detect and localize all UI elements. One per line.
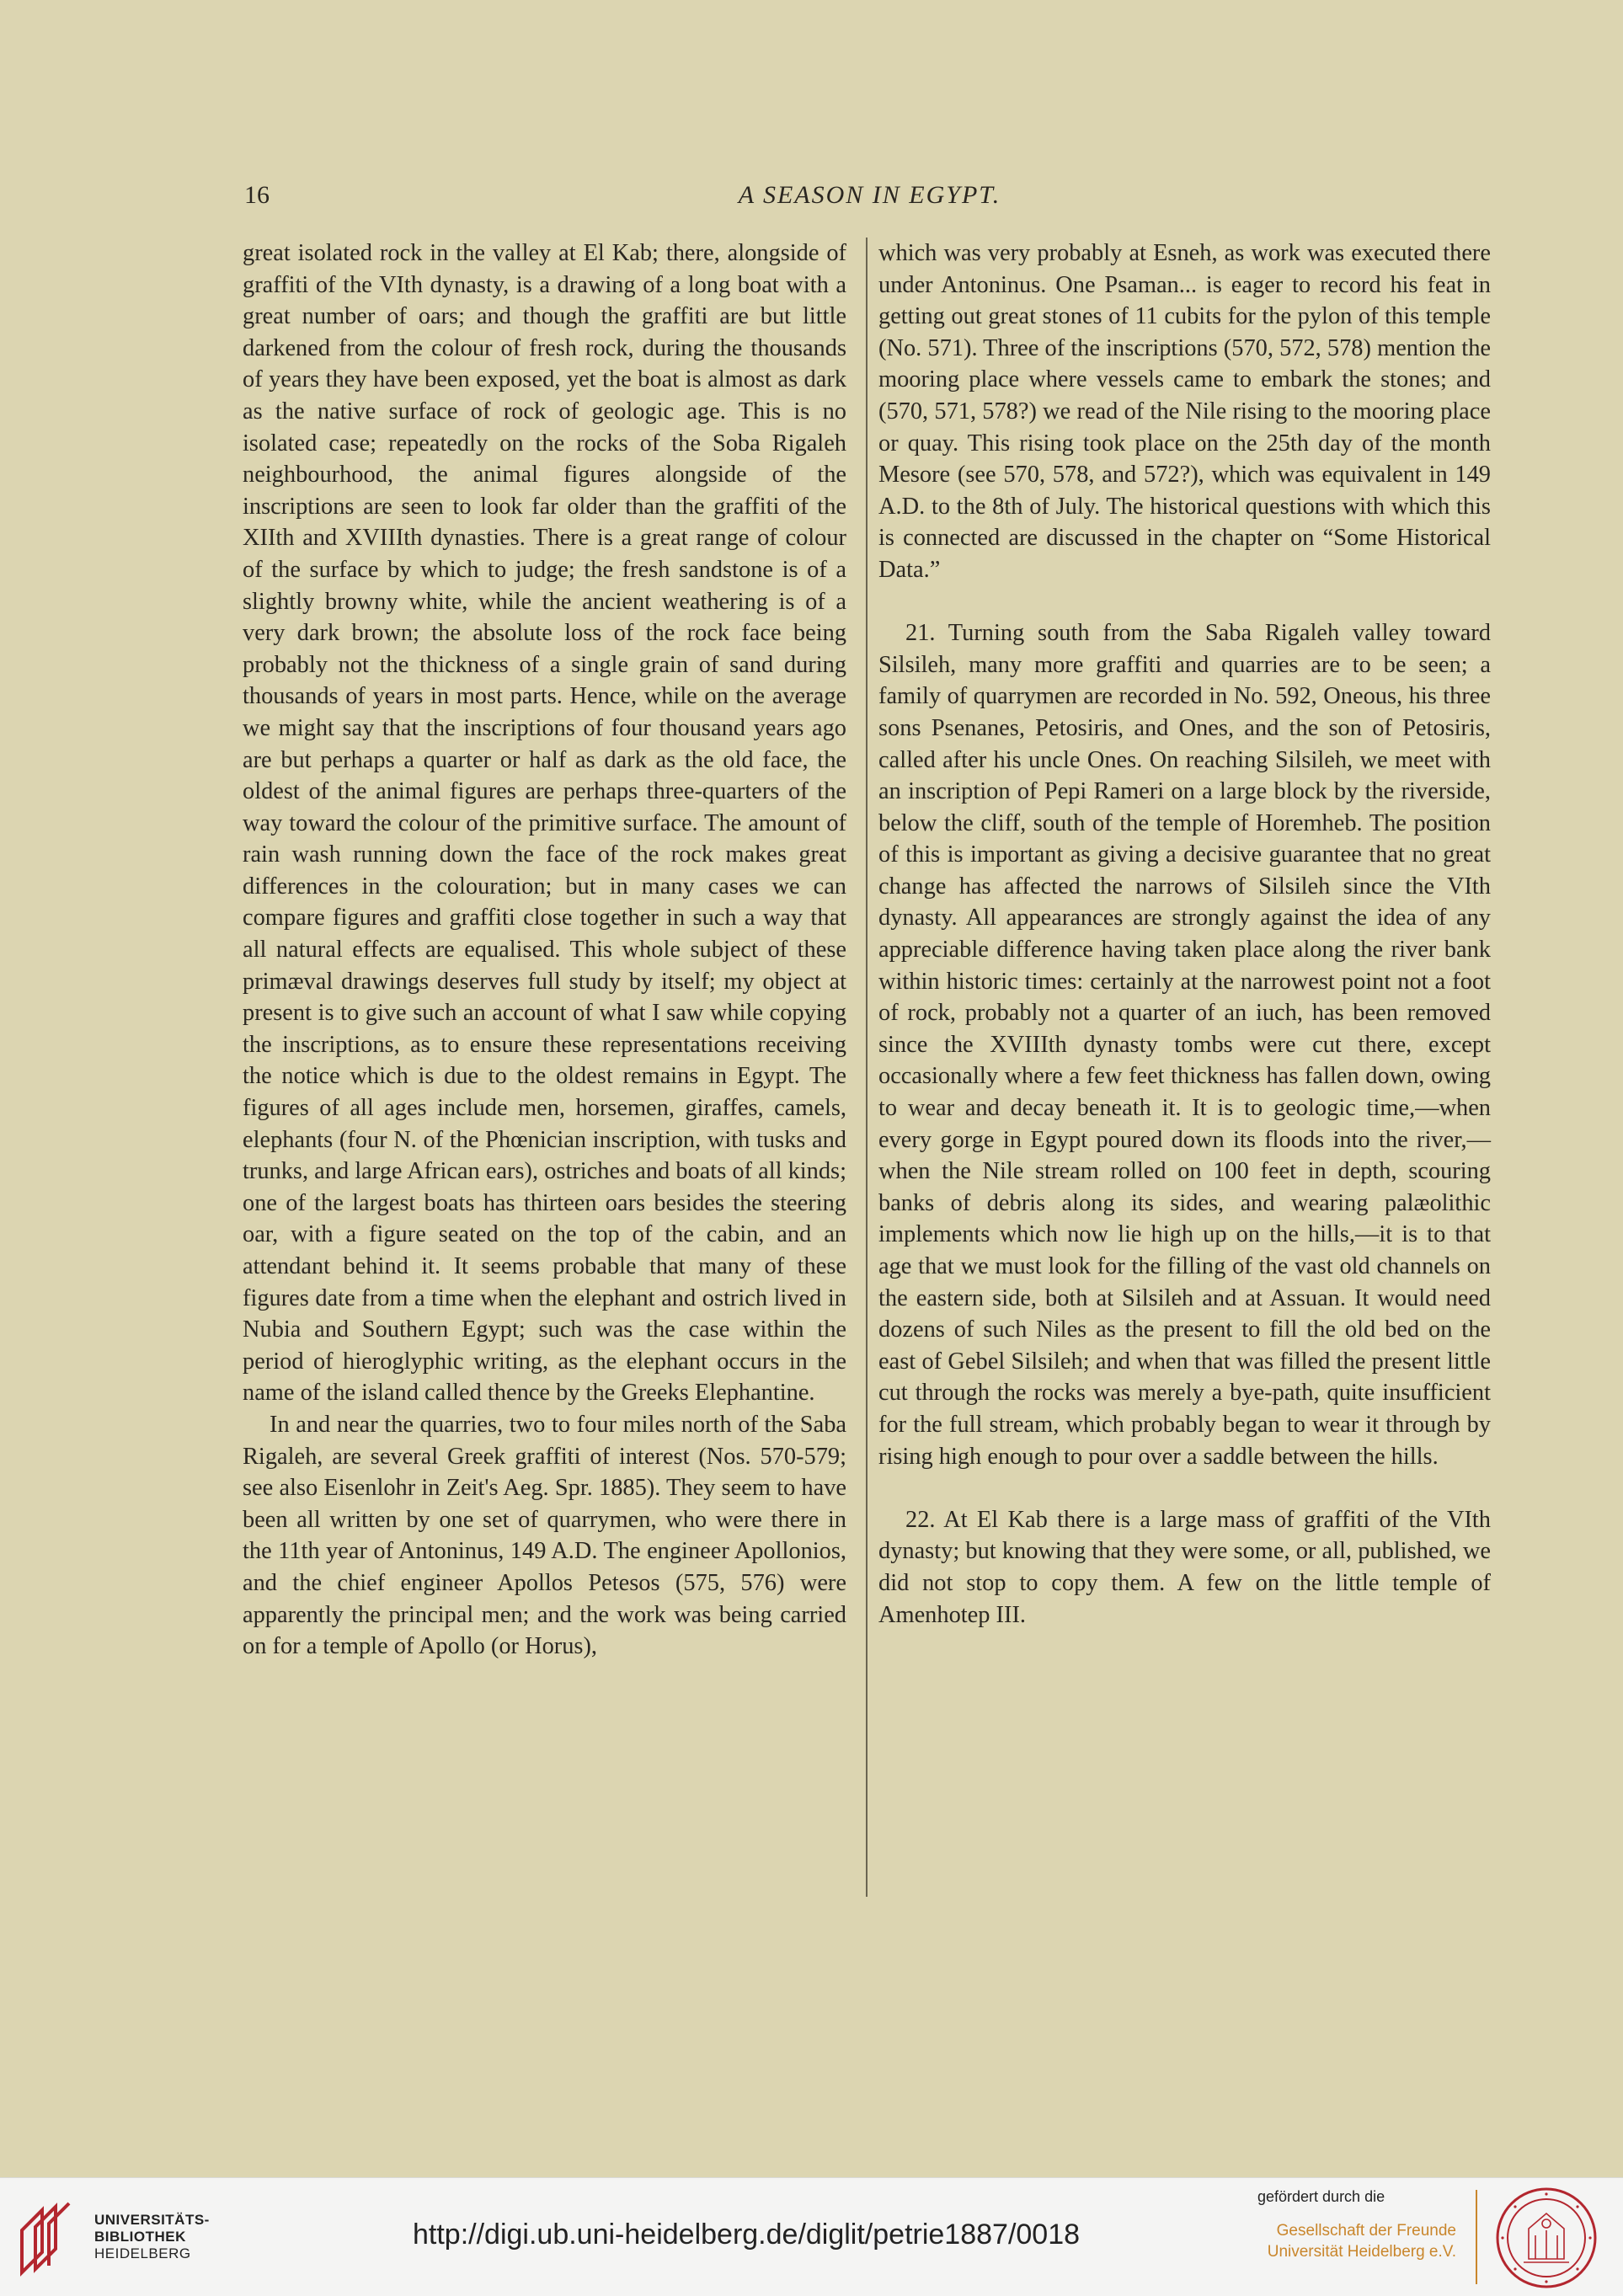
running-title: A SEASON IN EGYPT.	[738, 181, 1001, 209]
paragraph: which was very probably at Esneh, as work was executed there under Antoninus. One Psaman... is eager to record his feat in getting out great stones of 11 cubits for the pylon of this temple (No. 571). Three of the inscriptions (570, 572, 578) mention the mooring place where vessels came to embark the stones; and (570, 571, 578?) we read of the Nile rising to the mooring place or quay. This rising took place on the 25th day of the month Mesore (see 570, 578, and 572?), which was equivalent in 149 A.D. to the 8th of July. The historical questions with which this is connected are discussed in the chapter on “Some Historical Data.”	[878, 240, 1491, 583]
page-number: 16	[244, 181, 270, 209]
right-column	[878, 238, 1491, 1631]
funded-by-label: gefördert durch die	[1257, 2188, 1385, 2205]
column-divider	[866, 238, 868, 1897]
society-name: Gesellschaft der Freunde Universität Heidelberg e.V.	[1267, 2222, 1456, 2261]
section-21: 21. Turning south from the Saba Rigaleh valley toward Silsileh, many more graffiti and quarries are to be seen; a family of quarrymen are recorded in No. 592, Oneous, his three sons Psenanes, Petosiris, and Ones, and the son of Petosiris, called after his uncle Ones. On reaching Silsileh, we meet with an inscription of Pepi Rameri on a large block by the riverside, below the cliff, south of the temple of Horemheb. The position of this is important as giving a decisive guarantee that no great change has affected the narrows of Silsileh since the VIth dynasty. All appearances are strongly against the idea of any appreciable difference having taken place along the river bank within historic times: certainly at the narrowest point not a foot of rock, probably not a quarter of an iuch, has been removed since the XVIIIth dynasty tombs were cut there, except occasionally where a few feet thickness has fallen down, owing to wear and decay beneath it. It is to geologic time,—when every gorge in Egypt poured down its floods into the river,—when the Nile stream rolled on 100 feet in depth, scouring banks of debris along its sides, and wearing palæolithic implements which now lie high up on the hills,—it is to that age that we must look for the filling of the vast old channels on the eastern side, both at Silsileh and at Assuan. It would need dozens of such Niles as the present to fill the old bed on the east of Gebel Silsileh; and when that was filled the present little cut through the rocks was merely a bye-path, quite insufficient for the full stream, which probably began to wear it through by rising high enough to pour over a saddle between the hills.	[878, 620, 1491, 1470]
section-22: 22. At El Kab there is a large mass of graffiti of the VIth dynasty; but knowing that they were some, or all, published, we did not stop to copy them. A few on the little temple of Amenhotep III.	[878, 1506, 1491, 1628]
university-library-logo-icon[interactable]	[17, 2197, 77, 2277]
paragraph: In and near the quarries, two to four miles north of the Saba Rigaleh, are several Greek graffiti of interest (Nos. 570-579; see also Eisenlohr in Zeit's Aeg. Spr. 1885). They seem to have been all written by one set of quarrymen, who were there in the 11th year of Antoninus, 149 A.D. The engineer Apollonios, and the chief engineer Apollos Petesos (575, 576) were apparently the principal men; and the work was being carried on for a temple of Apollo (or Horus),	[243, 1411, 846, 1660]
left-column	[243, 238, 846, 1663]
paragraph: great isolated rock in the valley at El Kab; there, alongside of graffiti of the VIth dynasty, is a drawing of a long boat with a great number of oars; and though the graffiti are but little darkened from the colour of fresh rock, during the thousands of years they have been exposed, yet the boat is almost as dark as the native surface of rock of geologic age. This is no isolated case; repeatedly on the rocks of the Soba Rigaleh neighbourhood, the animal figures alongside of the inscriptions are seen to look far older than the graffiti of the XIIth and XVIIIth dynasties. There is a great range of colour of the surface by which to judge; the fresh sandstone is of a slightly browny white, while the ancient weathering is of a very dark brown; the absolute loss of the rock face being probably not the thickness of a single grain of sand during thousands of years in most parts. Hence, while on the average we might say that the inscriptions of four thousand years ago are but perhaps a quarter or half as dark as the old face, the oldest of the animal figures are perhaps three-quarters of the way toward the colour of the primitive surface. The amount of rain wash running down the face of the rock makes great differences in the colouration; but in many cases we can compare figures and graffiti close together in such a way that all natural effects are equalised. This whole subject of these primæval drawings deserves full study by itself; my object at present is to give such an account of what I saw while copying the inscriptions, as to ensure these representations receiving the notice which is due to the oldest remains in Egypt. The figures of all ages include men, horsemen, giraffes, camels, elephants (four N. of the Phœnician inscription, with tusks and trunks, and large African ears), ostriches and boats of all kinds; one of the largest boats has thirteen oars besides the steering oar, with a figure seated on the top of the cabin, and an attendant behind it. It seems probable that many of these figures date from a time when the elephant and ostrich lived in Nubia and Southern Egypt; such was the case within the period of hieroglyphic writing, as the elephant occurs in the name of the island called thence by the Greeks Elephantine.	[243, 240, 846, 1407]
university-seal-icon[interactable]	[1495, 2187, 1598, 2289]
permalink-url[interactable]: http://digi.ub.uni-heidelberg.de/diglit/petrie1887/0018	[413, 2219, 1081, 2251]
viewer-footer	[0, 2177, 1623, 2296]
page-header	[244, 181, 1495, 223]
footer-divider	[1476, 2190, 1477, 2284]
university-library-name: UNIVERSITÄTS- BIBLIOTHEK HEIDELBERG	[94, 2212, 210, 2261]
